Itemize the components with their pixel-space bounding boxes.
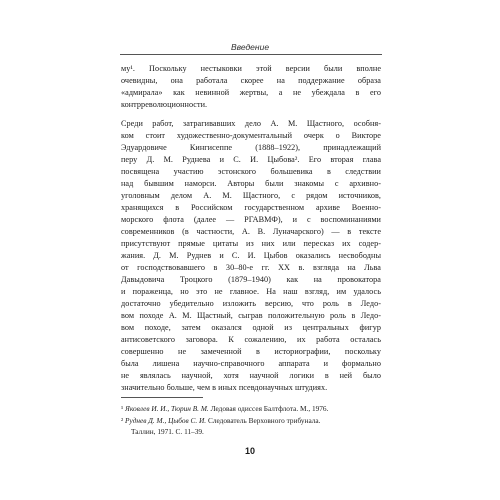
footnote-text: Ледовая одиссея Балтфлота. М., 1976. (210, 404, 329, 413)
text-line: хранящихся в Российском государственном архиве Военно- (121, 203, 381, 212)
text-line: Эдуардовиче Кингисеппе (1888–1922), принадлежащий (121, 143, 381, 152)
footnote-authors: Яковлев И. И., Тюрин В. М. (125, 404, 209, 413)
text-line: не являлась научной, хотя научной логики в ней было (121, 371, 381, 380)
text-line: жания. Д. М. Руднев и С. И. Цыбов оказались несвободны (121, 251, 381, 260)
footnote-1 (121, 403, 383, 414)
page-number: 10 (244, 446, 255, 456)
text-line: контрреволюционности. (121, 100, 208, 109)
text-line: присутствуют прямые цитаты из них или пересказ их содер- (121, 239, 381, 248)
text-line: морского флота (далее — РГАВМФ), и с воспоминаниями (121, 215, 381, 224)
text-line: очевидны, она работала скорее на поддержание образа (121, 76, 381, 85)
footnote-rule (121, 397, 203, 398)
body-text (121, 63, 381, 401)
text-line: ком стоит художественно-документальный очерк о Викторе (121, 131, 381, 140)
text-line: антисоветского заговора. К сожалению, их работа осталась (121, 335, 381, 344)
paragraph-1 (121, 63, 381, 111)
footnotes (121, 403, 383, 438)
text-line: му¹. Поскольку нестыковки этой версии были вполне (121, 64, 381, 73)
text-line: вом походе, затем оказался одной из центральных фигур (121, 323, 381, 332)
paragraph-2 (121, 118, 381, 394)
footnote-text: Следователь Верховного трибунала. (207, 416, 321, 425)
footnote-mark: ² (121, 416, 124, 425)
text-line: и пораженца, но это не главное. На наш взгляд, им удалось (121, 287, 381, 296)
text-line: уголовным делом А. М. Щастного, с рядом источников, (121, 191, 381, 200)
text-line: от господствовавшего в 30–80-е гг. XX в. взгляда на Льва (121, 263, 381, 272)
text-line: «адмирала» как невинной жертвы, а не убеждала в его (121, 88, 381, 97)
footnote-2 (121, 415, 383, 437)
text-line: достаточно убедительно изложить версию, что роль в Ледо- (121, 299, 381, 308)
text-line: значительно больше, чем в иных псевдонаучных штудиях. (121, 383, 328, 392)
text-line: над бывшим наморси. Авторы были знакомы с архивно- (121, 179, 381, 188)
header-rule (120, 54, 382, 55)
text-line: перу Д. М. Руднева и С. И. Цыбова². Его вторая глава (121, 155, 381, 164)
text-line: современников (в частности, А. В. Луначарского) — в тексте (121, 227, 381, 236)
text-line: посвящена участию эстонского большевика в следствии (121, 167, 381, 176)
text-line: Давыдовича Троцкого (1879–1940) как на провокатора (121, 275, 381, 284)
footnote-text-continued: Таллин, 1971. С. 11–39. (131, 427, 204, 436)
text-line: совершенно не замеченной в историографии, поскольку (121, 347, 381, 356)
footnote-mark: ¹ (121, 404, 124, 413)
text-line: Среди работ, затрагивавших дело А. М. Щастного, особня- (121, 119, 381, 128)
text-line: вом походе А. М. Щастный, сыграв положительную роль в Ледо- (121, 311, 381, 320)
running-title: Введение (230, 42, 270, 52)
text-line: была лишена научно-справочного аппарата и формально (121, 359, 381, 368)
footnote-authors: Руднев Д. М., Цыбов С. И. (125, 416, 207, 425)
